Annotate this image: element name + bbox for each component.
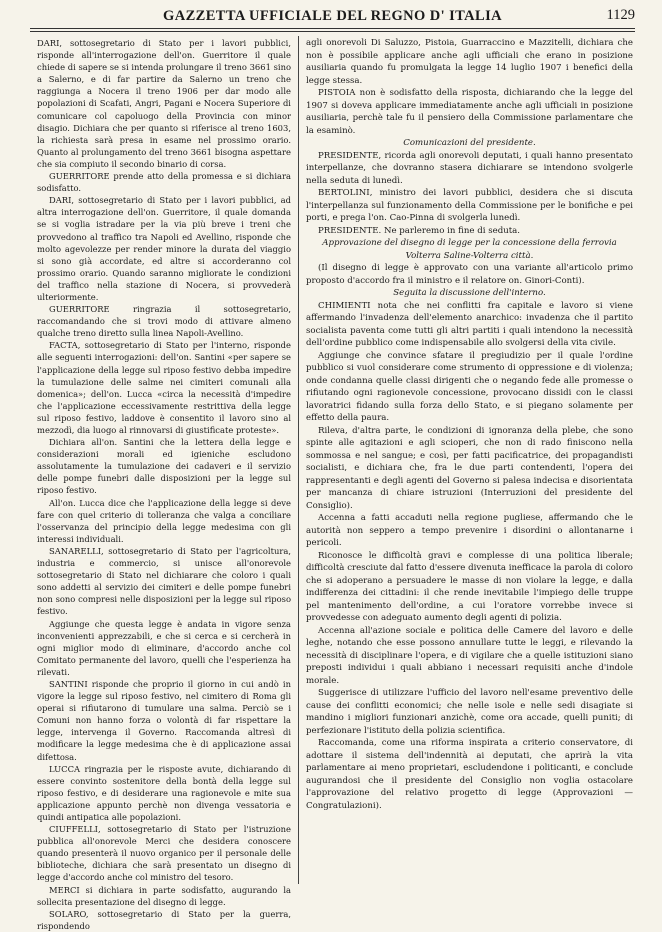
- paragraph: Accenna all'azione sociale e politica delle Camere del lavoro e delle leghe, notando che esse possono annullare tutte le leggi, e rilevando la necessità di disciplinare l'opera, e di vigilare che a quelle istituzioni siano preposti individui i quali abbiano i necessari requisiti anche d'indole morale.: [306, 625, 633, 686]
- left-column: [37, 37, 291, 932]
- paragraph: All'on. Lucca dice che l'applicazione della legge si deve fare con quel criterio di tolleranza che valga a conciliare l'osservanza del principio della legge medesima con gli interessi individuali.: [37, 497, 291, 544]
- paragraph: Accenna a fatti accaduti nella regione pugliese, affermando che le autorità non seppero a tempo prevenire i disordini o allontanarne i pericoli.: [306, 513, 633, 548]
- paragraph: GUERRITORE ringrazia il sottosegretario, raccomandando che si trovi modo di attivare almeno qualche treno diretto sulla linea Napoli-Avellino.: [37, 304, 291, 339]
- paragraph: DARI, sottosegretario di Stato per i lavori pubblici, risponde all'interrogazione dell'on. Guerritore il quale chiede di sapere se si intenda prolungare il treno 3661 sino a Salerno, e di far partire da Salerno un treno che raggiunga a Nocera il treno 1906 per dar modo alle popolazioni di Scafati, Angri, Pagani e Nocera Superiore di comunicare col capoluogo della Provincia con minor disagio. Dichiara che per quanto si riferisce al treno 1603, la richiesta sarà presa in esame nel prossimo orario. Quanto al prolungamento del treno 3661 bisogna aspettare che sia compiuto il secondo binario di corsa.: [37, 38, 291, 169]
- paragraph: Aggiunge che convince sfatare il pregiudizio per il quale l'ordine pubblico si vuol considerare come strumento di oppressione e di violenza; onde condanna quelle classi dirigenti che o negando fede alle promesse o rifiutando ogni ragionevole concessione, provocano dissidi con le classi lavoratrici fidando sulla forza dello Stato, e si piegano solamente per effetto della paura.: [306, 350, 633, 423]
- paragraph: PRESIDENTE, ricorda agli onorevoli deputati, i quali hanno presentato interpellanze, che dovranno stasera dichiarare se intendono svolgerle nella seduta di lunedì.: [306, 150, 633, 186]
- header-rule-bottom: [30, 31, 635, 32]
- header-rule-top: [30, 28, 635, 29]
- paragraph: Rileva, d'altra parte, le condizioni di ignoranza della plebe, che sono spinte alle agitazioni e agli scioperi, che non di rado finiscono nella sommossa e nel sangue; e così, per fatti pacificatrice, dei propagandisti socialisti, e dichiara che, fra le due parti contendenti, l'opera dei rappresentanti e degli agenti del Governo si palesa indecisa e disorientata per mancanza di chiare istruzioni (Interruzioni del presidente del Consiglio).: [306, 425, 633, 511]
- gazette-title: GAZZETTA UFFICIALE DEL REGNO D' ITALIA: [163, 8, 502, 24]
- paragraph: Aggiunge che questa legge è andata in vigore senza inconvenienti apprezzabili, e che si cerca e si cercherà in ogni miglior modo di eliminare, d'accordo anche col Comitato permanente del lavoro, quelli che l'esperienza ha rilevati.: [37, 618, 291, 677]
- paragraph: MERCI si dichiara in parte sodisfatto, augurando la sollecita presentazione del disegno di legge.: [37, 884, 291, 907]
- paragraph: Raccomanda, come una riforma inspirata a criterio conservatore, di adottare il sistema dell'indennità ai deputati, che aprirà la vita parlamentare ai meno proprietari, escludendone i politicanti, e conclude augurandosi che il presidente del Consiglio non voglia ostacolare l'approvazione del relativo progetto di legge (Approvazioni — Congratulazioni).: [306, 738, 633, 811]
- page-number: 1129: [606, 7, 635, 23]
- paragraph: PRESIDENTE. Ne parleremo in fine di seduta.: [318, 225, 521, 236]
- paragraph: SANTINI risponde che proprio il giorno in cui andò in vigore la legge sul riposo festivo, nel cimitero di Roma gli operai si rifiutarono di tumulare una salma. Perciò se i Comuni non hanno forza o volontà di far rispettare la legge, intervenga il Governo. Raccomanda altresì di modificare la legge medesima che è di applicazione assai difettosa.: [37, 678, 291, 762]
- paragraph: FACTA, sottosegretario di Stato per l'interno, risponde alle seguenti interrogazioni: dell'on. Santini «per sapere se l'applicazione della legge sul riposo festivo debba impedire la tumulazione delle salme nei cimiteri comunali alla domenica»; dell'on. Lucca «circa la necessità d'impedire che l'applicazione eccessivamente restrittiva della legge sul riposo festivo, laddove è consentito il lavoro sino al mezzodì, dia luogo al rinnovarsi di giustificate proteste».: [37, 340, 291, 435]
- paragraph: Suggerisce di utilizzare l'ufficio del lavoro nell'esame preventivo delle cause dei conflitti economici; che nelle isole e nelle sedi disagiate si mandino i migliori funzionari anzichè, come ora accade, quelli puniti; di perfezionare l'istituto della polizia scientifica.: [306, 688, 633, 736]
- paragraph: agli onorevoli Di Saluzzo, Pistoia, Guarraccino e Mazzitelli, dichiara che non è possibile applicare anche agli ufficiali che erano in posizione ausiliaria quando fu promulgata la legge 14 luglio 1907 i benefici della legge stessa.: [306, 38, 633, 86]
- paragraph: Dichiara all'on. Santini che la lettera della legge e considerazioni morali ed igieniche escludono assolutamente la tumulazione dei cadaveri e il servizio delle pompe funebri dalle disposizioni per la legge sul riposo festivo.: [37, 437, 291, 496]
- column-divider: [298, 36, 299, 884]
- section-heading: Comunicazioni del presidente.: [403, 138, 536, 148]
- paragraph: GUERRITORE prende atto della promessa e si dichiara sodisfatto.: [37, 171, 291, 194]
- paragraph: CHIMIENTI nota che nei conflitti fra capitale e lavoro si viene affermando l'invadenza dell'elemento anarchico: invadenza che il partito socialista paventa come tutti gli altri partiti i quali intendono la necessità dell'ordine pubblico come indispensabile allo svolgersi della vita civile.: [306, 300, 633, 348]
- page-header: [30, 6, 635, 28]
- paragraph: SANARELLI, sottosegretario di Stato per l'agricoltura, industria e commercio, si unisce all'onorevole sottosegretario di Stato nel dichiarare che coloro i quali sono addetti al servizio dei cimiteri e delle pompe funebri non sono compresi nelle disposizioni per la legge sul riposo festivo.: [37, 545, 291, 617]
- paragraph: Riconosce le difficoltà gravi e complesse di una politica liberale; difficoltà cresciute dal fatto d'essere divenuta inefficace la parola di coloro che si adoperano a persuadere le masse di non violare la legge, e dalla indifferenza dei cittadini: il che rende inevitabile l'impiego delle truppe pel mantenimento dell'ordine, a cui l'oratore vorrebbe invece si provvedesse con adeguato aumento degli agenti di polizia.: [306, 550, 633, 623]
- right-column: [306, 37, 633, 812]
- paragraph: DARI, sottosegretario di Stato per i lavori pubblici, ad altra interrogazione dell'on. Guerritore, il quale domanda se si voglia istradare per la via più breve i treni che provvedono al traffico tra Napoli ed Avellino, risponde che molto agevolezze per render minore la durata del viaggio si sono già accordate, ed altre si accorderanno col prossimo orario. Quando saranno migliorate le condizioni del traffico nella stazione di Nocera, si provvederà ulteriormente.: [37, 195, 291, 302]
- paragraph: BERTOLINI, ministro dei lavori pubblici, desidera che si discuta l'interpellanza sul funzionamento della Commissione per le bonifiche e pei porti, e prega l'on. Cao-Pinna di svolgerla lunedì.: [306, 188, 633, 223]
- paragraph: LUCCA ringrazia per le risposte avute, dichiarando di essere convinto sostenitore della bontà della legge sul riposo festivo, e di desiderare una ragionevole e mite sua applicazione appunto perchè non divenga vessatoria e quindi antipatica alle popolazioni.: [37, 763, 291, 822]
- paragraph: (Il disegno di legge è approvato con una variante all'articolo primo proposto d'accordo fra il ministro e il relatore on. Ginori-Conti).: [306, 263, 633, 286]
- section-heading: Seguita la discussione dell'interno.: [393, 288, 546, 298]
- section-heading: Approvazione del disegno di legge per la concessione della ferrovia Volterra Saline-Volterra città.: [322, 238, 617, 261]
- paragraph: CIUFFELLI, sottosegretario di Stato per l'istruzione pubblica all'onorevole Merci che desidera conoscere quando presenterà il nuovo organico per il personale delle biblioteche, dichiara che sarà presentato un disegno di legge d'accordo anche col ministro del tesoro.: [37, 824, 291, 883]
- paragraph: SOLARO, sottosegretario di Stato per la guerra, rispondendo: [37, 908, 291, 931]
- paragraph: PISTOIA non è sodisfatto della risposta, dichiarando che la legge del 1907 si doveva applicare immediatamente anche agli ufficiali in posizione ausiliaria, perchè tale fu il pensiero della Commissione parlamentare che la esaminò.: [306, 88, 633, 136]
